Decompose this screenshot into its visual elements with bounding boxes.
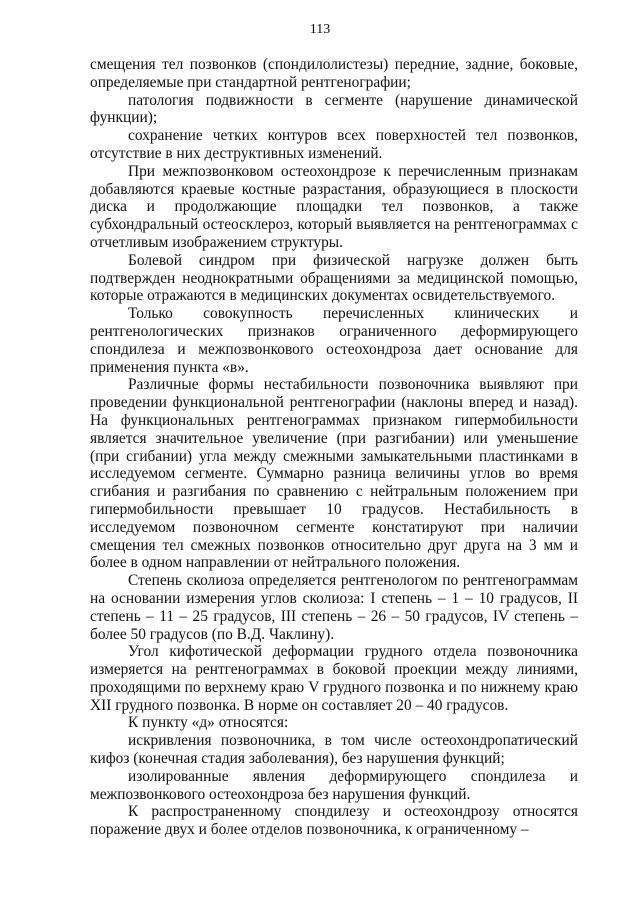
paragraph-clear-contours: сохранение четких контуров всех поверхностей тел позвонков, отсутствие в них деструктивных изменений.: [90, 127, 578, 162]
page-number: 113: [309, 22, 331, 37]
paragraph-mobility-pathology: патология подвижности в сегменте (нарушение динамической функции);: [90, 91, 578, 127]
paragraph-isolated-spondylosis: изолированные явления деформирующего спондилеза и межпозвонкового остеохондроза без нарушения функций.: [90, 767, 578, 803]
paragraph-spine-curvature: искривления позвоночника, в том числе остеохондропатический кифоз (конечная стадия заболевания), без нарушения функций;: [90, 732, 578, 768]
paragraph-combined-signs: Только совокупность перечисленных клинических и рентгенологических признаков ограниченного деформирующего спондилеза и межпозвонкового остеохондроза дает основание для применения пункта «в».: [90, 305, 578, 376]
paragraph-kyphosis-angle: Угол кифотической деформации грудного отдела позвоночника измеряется на рентгенограммах в боковой проекции между линиями, проходящими по верхнему краю V грудного позвонка и по нижнему краю XII грудного позвонка. В норме он составляет 20 – 40 градусов.: [90, 643, 578, 714]
paragraph-widespread-spondylosis: К распространенному спондилезу и остеохондрозу относятся поражение двух и более отделов позвоночника, к ограниченному –: [90, 803, 578, 839]
paragraph-instability: Различные формы нестабильности позвоночника выявляют при проведении функциональной рентгенографии (наклоны вперед и назад). На функциональных рентгенограммах признаком гипермобильности является значительное увеличение (при разгибании) или уменьшение (при сгибании) угла между смежными замыкательными пластинками в исследуемом сегменте. Суммарно разница величины углов во время сгибания и разгибания по сравнению с нейтральным положением при гипермобильности превышает 10 градусов. Нестабильность в исследуемом позвоночном сегменте констатируют при наличии смещения тел смежных позвонков относительно друг друга на 3 мм и более в одном направлении от нейтрального положения.: [90, 376, 578, 572]
paragraph-item-d-heading: К пункту «д» относятся:: [128, 714, 289, 732]
paragraph-vertebral-displacement: смещения тел позвонков (спондилолистезы) передние, задние, боковые, определяемые при стандартной рентгенографии;: [90, 56, 578, 91]
paragraph-pain-syndrome: Болевой синдром при физической нагрузке должен быть подтвержден неоднократными обращениями за медицинской помощью, которые отражаются в медицинских документах освидетельствуемого.: [90, 251, 578, 305]
paragraph-scoliosis-degree: Степень сколиоза определяется рентгенологом по рентгенограммам на основании измерения углов сколиоза: I степень – 1 – 10 градусов, II степень – 11 – 25 градусов, III степень – 26 – 50 градусов, IV степень – более 50 градусов (по В.Д. Чаклину).: [90, 572, 578, 643]
paragraph-osteochondrosis: При межпозвонковом остеохондрозе к перечисленным признакам добавляются краевые костные разрастания, образующиеся в плоскости диска и продолжающие площадки тел позвонков, а также субхондральный остеосклероз, который выявляется на рентгенограммах с отчетливым изображением структуры.: [90, 162, 578, 251]
document-body: [90, 56, 578, 839]
